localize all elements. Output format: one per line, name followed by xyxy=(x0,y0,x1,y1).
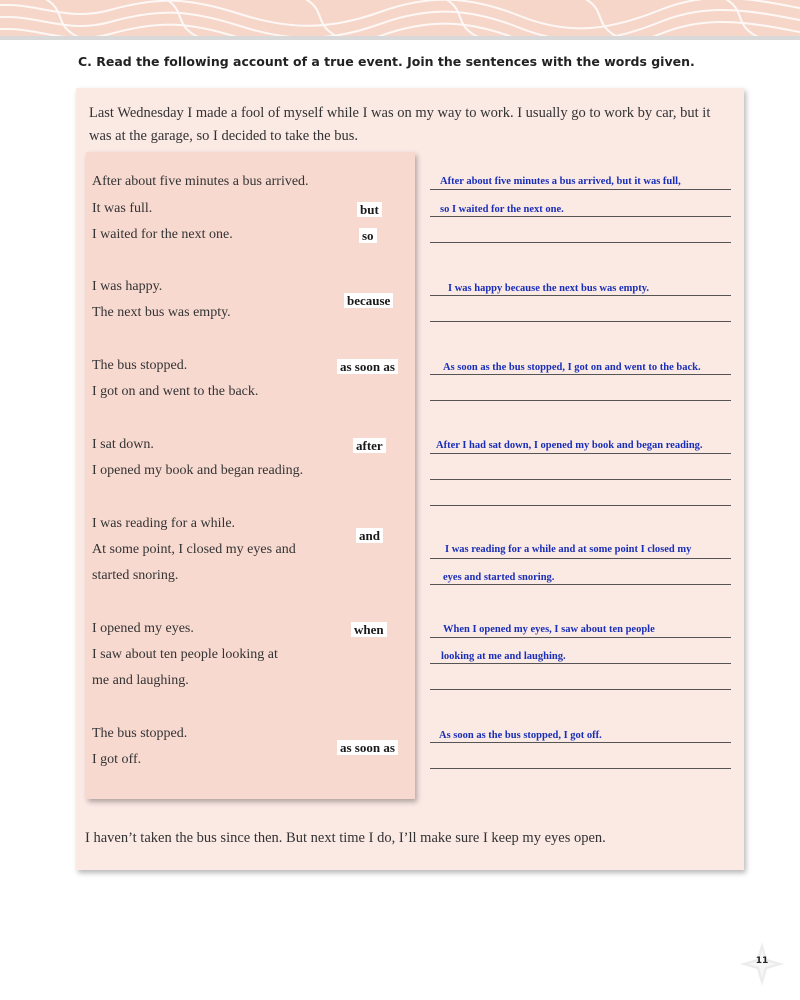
connector-label: as soon as xyxy=(337,740,398,755)
answer-text: When I opened my eyes, I saw about ten people xyxy=(443,624,655,635)
connector-label: because xyxy=(344,293,393,308)
answer-line xyxy=(430,584,731,585)
answer-text: eyes and started snoring. xyxy=(443,572,555,583)
answer-line xyxy=(430,689,731,690)
sentence-item: started snoring. xyxy=(92,568,179,583)
sentence-item: I got off. xyxy=(92,752,142,767)
answer-line xyxy=(430,742,731,743)
answer-line xyxy=(430,242,731,243)
connector-label: but xyxy=(357,202,382,217)
answer-text: looking at me and laughing. xyxy=(441,651,566,662)
sentence-item: I opened my eyes. xyxy=(92,621,194,636)
answer-line xyxy=(430,189,731,190)
connector-label: so xyxy=(359,228,377,243)
sentence-item: me and laughing. xyxy=(92,673,189,688)
answer-text: I was happy because the next bus was empty. xyxy=(448,283,649,294)
sentence-item: After about five minutes a bus arrived. xyxy=(92,174,309,189)
answer-line xyxy=(430,453,731,454)
sentence-item: I opened my book and began reading. xyxy=(92,463,304,478)
answer-text: After about five minutes a bus arrived, but it was full, xyxy=(440,176,681,187)
answer-text: As soon as the bus stopped, I got off. xyxy=(439,730,602,741)
answer-line xyxy=(430,321,731,322)
header-divider xyxy=(0,36,800,40)
answer-text: As soon as the bus stopped, I got on and went to the back. xyxy=(443,362,701,373)
page-number: 11 xyxy=(755,956,769,966)
answer-text: so I waited for the next one. xyxy=(440,204,564,215)
sentence-item: I saw about ten people looking at xyxy=(92,647,278,662)
sentence-item: I got on and went to the back. xyxy=(92,384,259,399)
answer-text: I was reading for a while and at some point I closed my xyxy=(445,544,692,555)
sentence-item: I was happy. xyxy=(92,279,163,294)
answer-line xyxy=(430,558,731,559)
answer-line xyxy=(430,637,731,638)
connector-label: after xyxy=(353,438,386,453)
answer-line xyxy=(430,768,731,769)
sentence-item: It was full. xyxy=(92,201,153,216)
story-closing: I haven’t taken the bus since then. But next time I do, I’ll make sure I keep my eyes open. xyxy=(85,830,606,846)
sentence-item: The next bus was empty. xyxy=(92,305,231,320)
answer-line xyxy=(430,663,731,664)
answer-line xyxy=(430,400,731,401)
header-decorative-band xyxy=(0,0,800,38)
sentence-item: I sat down. xyxy=(92,437,154,452)
connector-label: as soon as xyxy=(337,359,398,374)
connector-label: and xyxy=(356,528,383,543)
story-intro: Last Wednesday I made a fool of myself while I was on my way to work. I usually go to work by car, but it was at the garage, so I decided to take the bus. xyxy=(89,105,711,144)
sentence-item: The bus stopped. xyxy=(92,726,188,741)
answer-line xyxy=(430,505,731,506)
answer-text: After I had sat down, I opened my book and began reading. xyxy=(436,440,703,451)
wave-pattern-icon xyxy=(0,0,800,38)
answer-line xyxy=(430,216,731,217)
answer-line xyxy=(430,479,731,480)
connector-label: when xyxy=(351,622,387,637)
answer-line xyxy=(430,374,731,375)
sentence-item: At some point, I closed my eyes and xyxy=(92,542,296,557)
sentence-item: I waited for the next one. xyxy=(92,227,233,242)
exercise-instruction: C. Read the following account of a true event. Join the sentences with the words given. xyxy=(78,54,695,69)
sentence-item: The bus stopped. xyxy=(92,358,188,373)
answer-line xyxy=(430,295,731,296)
sentence-item: I was reading for a while. xyxy=(92,516,236,531)
